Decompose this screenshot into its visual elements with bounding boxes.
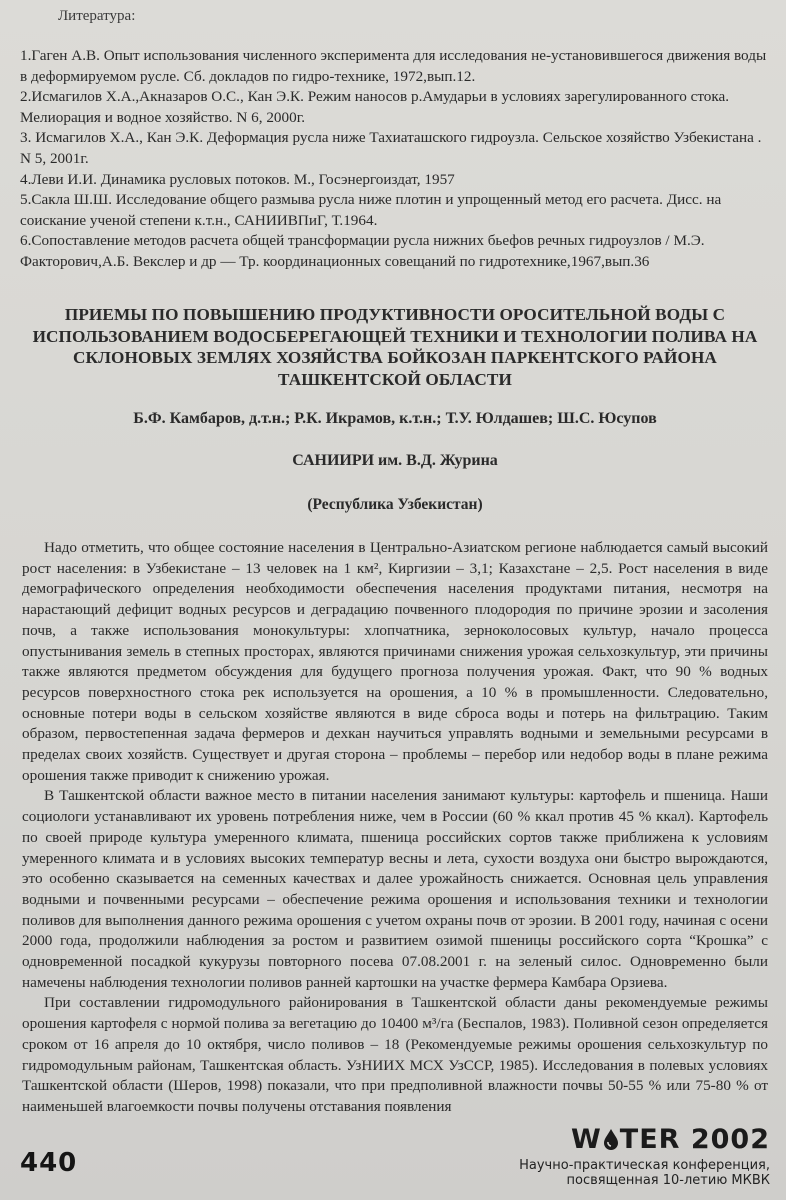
article-organization: САНИИРИ им. В.Д. Журина — [292, 452, 498, 469]
body-paragraph: В Ташкентской области важное место в питании населения занимают культуры: картофель и пшеница. Наши социологи устанавливают их уровень потребления ниже, чем в России (60 % ккал против 45 % ккал). Картофель по своей природе культура умеренного климата, пшеница российских сортов также приближена к условиям умеренного климата и в условиях высоких температур весны и лета, сухости воздуха они быстро вырождаются, это особенно сказывается на семенных качествах и далее урожайность снижается. Основная цель управления водными и почвенными ресурсами – обеспечение режима орошения и использования техники и технологии поливов для выполнения данного режима орошения с учетом охраны почв от эрозии. В 2001 году, начиная с осени 2000 года, продолжили наблюдения за ростом и развитием озимой пшеницы российского сорта “Крошка” с одновременной посадкой кукурузы повторного посева 07.08.2001 г. на зеленый силос. Одновременно были намечены наблюдения технологии поливов ранней картошки на участке фермера Камбара Орзиева. — [22, 787, 768, 991]
body-paragraph: Надо отметить, что общее состояние населения в Центрально-Азиатском регионе наблюдается самый высокий рост населения: в Узбекистане – 13 человек на 1 км², Киргизии – 3,1; Казахстане – 2,5. Рост населения в виде демографического определения необходимости обеспечения населения продуктами питания, несмотря на нарастающий дефицит водных ресурсов и деградацию почвенного плодородия по причине эрозии и засоления почв, а также использования монокультуры: хлопчатника, зерноколосовых культур, начало процесса опустынивания земель в степных просторах, являются причинами снижения урожая сельхозкультур, эти причины также являются предметом обсуждения для будущего прогноза получения урожая. Факт, что 90 % водных ресурсов поверхностного стока рек используется на орошения, а 10 % в промышленности. Следовательно, основные потери воды в сельском хозяйстве являются в виде сброса воды и потерь на фильтрацию. Таким образом, первостепенная задача фермеров и дехкан научиться управлять водными и земельными ресурсами в пределах своих хозяйств. Существует и другая сторона – проблемы – перебор или недобор воды в плане режима орошения также приводит к снижению урожая. — [22, 539, 768, 784]
article-country: (Республика Узбекистан) — [307, 496, 483, 513]
article-title: ПРИЕМЫ ПО ПОВЫШЕНИЮ ПРОДУКТИВНОСТИ ОРОСИТЕЛЬНОЙ ВОДЫ С ИСПОЛЬЗОВАНИЕМ ВОДОСБЕРЕГАЮЩЕЙ ТЕХНИКИ И ТЕХНОЛОГИИ ПОЛИВА НА СКЛОНОВЫХ ЗЕМЛЯХ ХОЗЯЙСТВА БОЙКОЗАН ПАРКЕНТСКОГО РАЙОНА ТАШКЕНТСКОЙ ОБЛАСТИ — [32, 305, 758, 389]
reference-item: 6.Сопоставление методов расчета общей трансформации русла нижних бьефов речных гидроузлов / М.Э. Факторович,А.Б. Векслер и др — Тр. координационных совещаний по гидротехнике,1967,вып.36 — [20, 232, 705, 270]
reference-item: 1.Гаген А.В. Опыт использования численного эксперимента для исследования не-установившегося движения воды в деформируемом русле. Сб. докладов по гидро-технике, 1972,вып.12. — [20, 47, 767, 85]
logo-w: W — [571, 1124, 602, 1155]
conference-line-1: Научно-практическая конференция, — [519, 1158, 770, 1173]
reference-item: 4.Леви И.И. Динамика русловых потоков. М., Госэнергоиздат, 1957 — [20, 170, 455, 188]
logo-ter-2002: TER 2002 — [619, 1124, 770, 1155]
water-drop-icon — [602, 1126, 620, 1148]
reference-item: 5.Сакла Ш.Ш. Исследование общего размыва русла ниже плотин и упрощенный метод его расчета. Дисс. на соискание ученой степени к.т.н., САНИИВПиГ, Т.1964. — [20, 191, 722, 229]
reference-item: 2.Исмагилов Х.А.,Акназаров О.С., Кан Э.К. Режим наносов р.Амударьи в условиях зарегулированного стока. Мелиорация и водное хозяйство. N 6, 2000г. — [20, 88, 730, 126]
literature-heading: Литература: — [58, 8, 136, 24]
article-body — [22, 538, 768, 1118]
conference-line-2: посвященная 10-летию МКВК — [566, 1173, 770, 1188]
article-authors: Б.Ф. Камбаров, д.т.н.; Р.К. Икрамов, к.т.н.; Т.У. Юлдашев; Ш.С. Юсупов — [133, 410, 657, 427]
page-number: 440 — [20, 1148, 78, 1178]
reference-list — [20, 46, 770, 273]
reference-item: 3. Исмагилов Х.А., Кан Э.К. Деформация русла ниже Тахиаташского гидроузла. Сельское хозяйство Узбекистана . N 5, 2001г. — [20, 129, 762, 167]
body-paragraph: При составлении гидромодульного районирования в Ташкентской области даны рекомендуемые режимы орошения картофеля с нормой полива за вегетацию до 10400 м³/га (Беспалов, 1983). Поливной сезон определяется сроком от 16 апреля до 10 октября, число поливов – 18 (Рекомендуемые режимы орошения сельхозкультур по гидромодульным районам, Ташкентская область. УзНИИХ МСХ УзССР, 1985). Исследования в полевых условиях Ташкентской области (Шеров, 1998) показали, что при предполивной влажности почвы 50-55 % или 75-80 % от наименьшей влагоемкости почвы получены отставания появления — [22, 994, 768, 1115]
conference-caption — [519, 1158, 770, 1188]
water-2002-logo — [571, 1124, 770, 1155]
